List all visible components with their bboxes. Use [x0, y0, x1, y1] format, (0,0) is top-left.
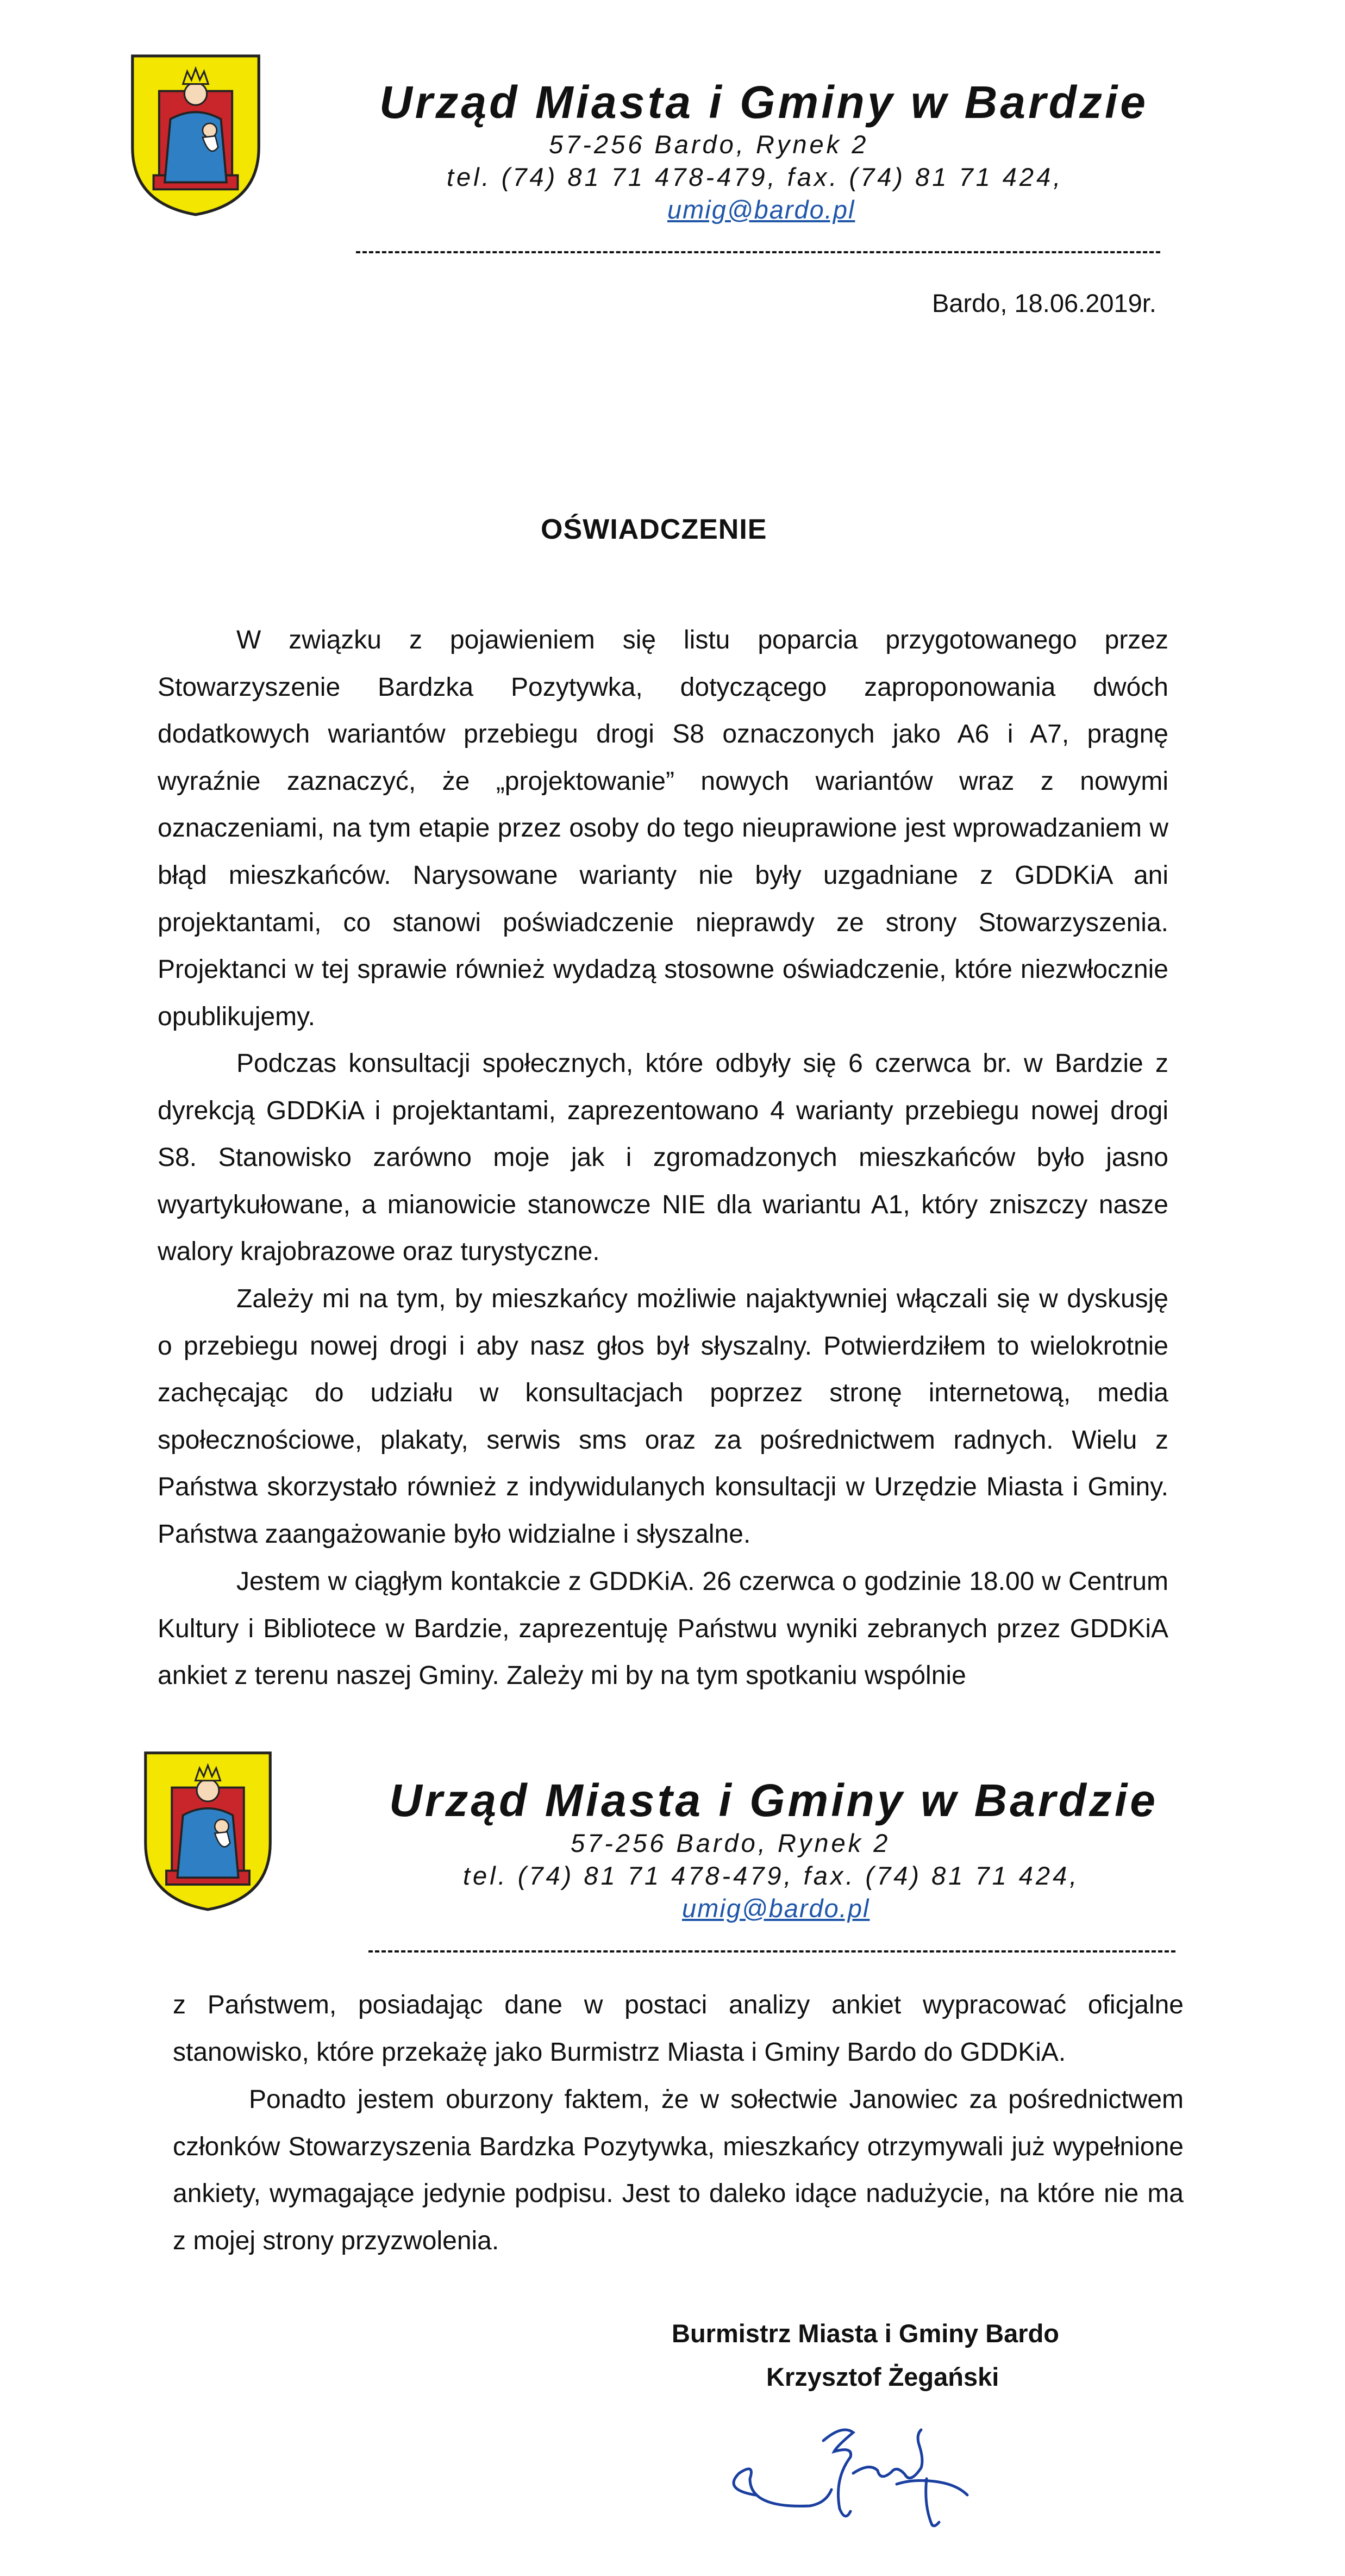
- letterhead-title: Urząd Miasta i Gminy w Bardzie: [379, 77, 1149, 128]
- letterhead-email-link[interactable]: umig@bardo.pl: [682, 1894, 870, 1923]
- document-title: OŚWIADCZENIE: [541, 514, 767, 545]
- letterhead-divider: [356, 251, 1160, 253]
- letterhead-contact: tel. (74) 81 71 478-479, fax. (74) 81 71 424,: [447, 163, 1064, 191]
- paragraph-1: W związku z pojawieniem się listu poparcia przygotowanego przez Stowarzyszenie Bardzka Pozytywka, dotyczącego zaproponowania dwóch dodatkowych wariantów przebiegu drogi S8 oznaczonych jako A6 i A7, pragnę wyraźnie zaznaczyć, że „projektowanie” nowych wariantów wraz z nowymi oznaczeniami, na tym etapie przez osoby do tego nieuprawione jest wprowadzaniem w błąd mieszkańców. Narysowane warianty nie były uzgadniane z GDDKiA ani projektantami, co stanowi poświadczenie nieprawdy ze strony Stowarzyszenia. Projektanci w tej sprawie również wydadzą stosowne oświadczenie, które niezwłocznie opublikujemy.: [158, 626, 1168, 1031]
- letterhead-divider: [368, 1950, 1175, 1953]
- coat-of-arms-icon: [139, 1745, 277, 1913]
- signatory-title: Burmistrz Miasta i Gminy Bardo: [672, 2319, 1059, 2348]
- paragraph-3: Zależy mi na tym, by mieszkańcy możliwie najaktywniej włączali się w dyskusję o przebiegu nowej drogi i aby nasz głos był słyszalny. Potwierdziłem to wielokrotnie zachęcając do udziału w konsultacjach poprzez stronę internetową, media społecznościowe, plakaty, serwis sms oraz za pośrednictwem radnych. Wielu z Państwa skorzystało również z indywidulanych konsultacji w Urzędzie Miasta i Gminy. Państwa zaangażowanie było widzialne i słyszalne.: [158, 1284, 1168, 1549]
- paragraph-6: Ponadto jestem oburzony faktem, że w sołectwie Janowiec za pośrednictwem członków Stowarzyszenia Bardzka Pozytywka, mieszkańcy otrzymywali już wypełnione ankiety, wymagające jedynie podpisu. Jest to daleko idące nadużycie, na które nie ma z mojej strony przyzwolenia.: [173, 2085, 1184, 2255]
- letterhead-title: Urząd Miasta i Gminy w Bardzie: [389, 1775, 1159, 1826]
- document-date: Bardo, 18.06.2019r.: [932, 289, 1156, 317]
- handwritten-signature: [717, 2413, 978, 2533]
- letterhead-contact: tel. (74) 81 71 478-479, fax. (74) 81 71 424,: [463, 1861, 1080, 1890]
- letterhead-address: 57-256 Bardo, Rynek 2: [571, 1829, 891, 1857]
- letterhead-address: 57-256 Bardo, Rynek 2: [549, 130, 869, 159]
- paragraph-4: Jestem w ciągłym kontakcie z GDDKiA. 26 czerwca o godzinie 18.00 w Centrum Kultury i Bibliotece w Bardzie, zaprezentuję Państwu wyniki zebranych przez GDDKiA ankiet z terenu naszej Gminy. Zależy mi by na tym spotkaniu wspólnie: [158, 1567, 1168, 1691]
- paragraph-2: Podczas konsultacji społecznych, które odbyły się 6 czerwca br. w Bardzie z dyrekcją GDDKiA i projektantami, zaprezentowano 4 warianty przebiegu nowej drogi S8. Stanowisko zarówno moje jak i zgromadzonych mieszkańców było jasno wyartykułowane, a mianowicie stanowcze NIE dla wariantu A1, który zniszczy nasze walory krajobrazowe oraz turystyczne.: [158, 1049, 1168, 1267]
- paragraph-5: z Państwem, posiadając dane w postaci analizy ankiet wypracować oficjalne stanowisko, które przekażę jako Burmistrz Miasta i Gminy Bardo do GDDKiA.: [173, 1991, 1184, 2067]
- coat-of-arms-icon: [125, 49, 266, 217]
- letterhead-email-link[interactable]: umig@bardo.pl: [667, 195, 855, 224]
- signatory-name: Krzysztof Żegański: [766, 2362, 999, 2391]
